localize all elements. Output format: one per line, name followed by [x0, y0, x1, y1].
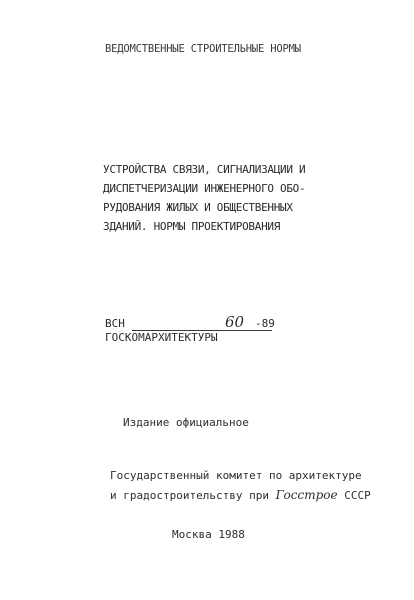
publisher-line-1: Государственный комитет по архитектуре: [110, 469, 362, 482]
title-line-3: РУДОВАНИЯ ЖИЛЫХ И ОБЩЕСТВЕННЫХ: [103, 201, 293, 214]
edition-label: Издание официальное: [123, 416, 249, 429]
publisher-line-2-prefix: и градостроительству при: [110, 489, 276, 502]
title-line-1: УСТРОЙСТВА СВЯЗИ, СИГНАЛИЗАЦИИ И: [103, 163, 306, 176]
publisher-line-2-suffix: СССР: [337, 489, 371, 502]
title-line-2: ДИСПЕТЧЕРИЗАЦИИ ИНЖЕНЕРНОГО ОБО-: [103, 182, 306, 195]
designation-year: -89: [255, 317, 275, 330]
publisher-line-2: [110, 488, 371, 503]
designation-number: 60: [225, 313, 245, 331]
designation-row: [105, 313, 305, 333]
city-year: Москва 1988: [172, 528, 245, 541]
designation-prefix: ВСН: [105, 317, 125, 330]
document-title: [103, 160, 363, 236]
document-header: ВЕДОМСТВЕННЫЕ СТРОИТЕЛЬНЫЕ НОРМЫ: [105, 43, 301, 55]
title-line-4: ЗДАНИЙ. НОРМЫ ПРОЕКТИРОВАНИЯ: [103, 220, 281, 233]
agency-name: ГОСКОМАРХИТЕКТУРЫ: [105, 331, 218, 344]
publisher-handwritten-word: Госстрое: [275, 488, 338, 502]
